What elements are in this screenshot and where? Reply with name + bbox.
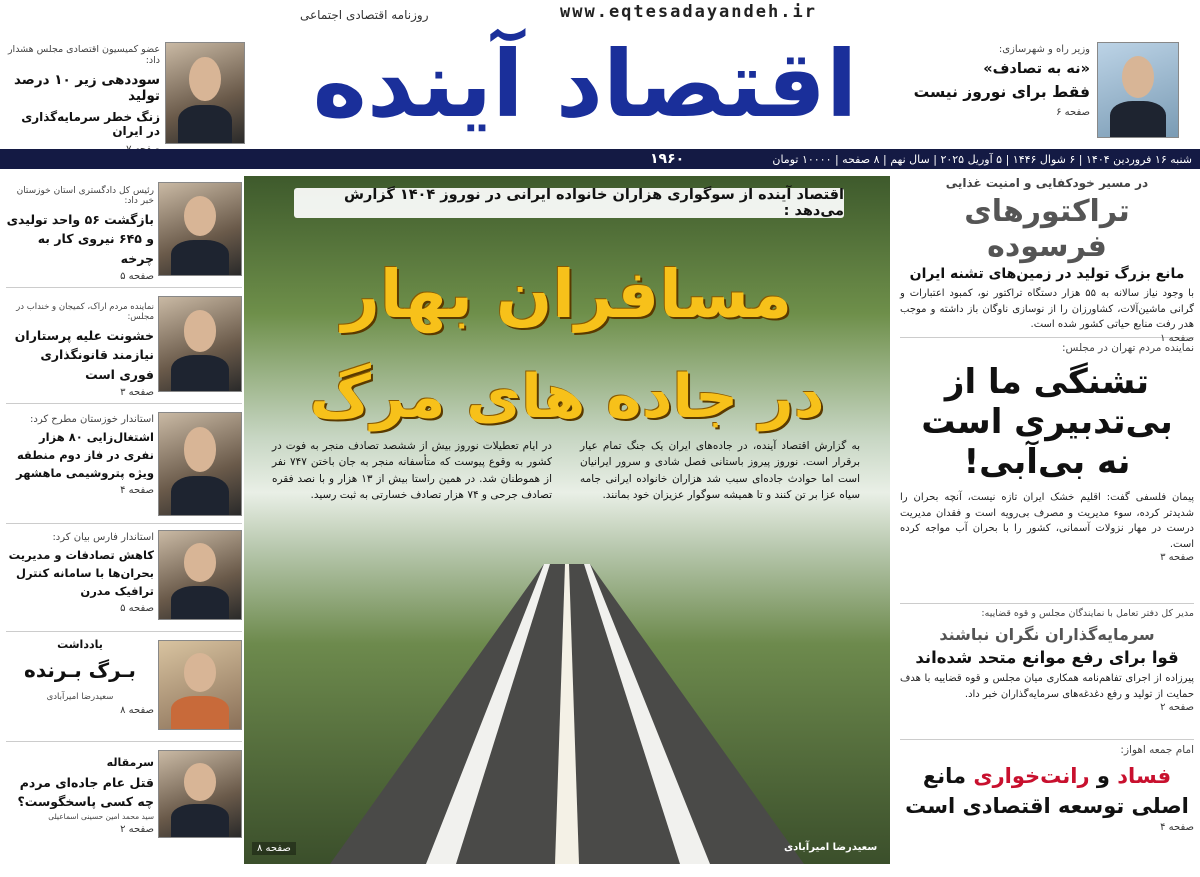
page-ref: صفحه ۴ [1160,822,1194,833]
headline-word: فساد [1117,764,1172,788]
story-headline: زنگ خطر سرمایه‌گذاری در ایران [21,110,160,138]
tagline: روزنامه اقتصادی اجتماعی [300,8,429,22]
left-column [0,172,242,872]
top-left-story[interactable] [0,40,250,144]
main-story[interactable] [244,176,890,864]
section-label: سرمقاله [106,756,154,769]
story-kicker: وزیر راه و شهرسازی: [998,44,1090,55]
right-column [896,172,1200,872]
story-headline: فقط برای نوروز نیست [913,83,1090,101]
story-headline: بازگشت ۵۶ واحد تولیدی و ۶۴۵ نیروی کار به چرخه [6,212,154,266]
editorial-story[interactable] [6,746,242,862]
portrait-photo [165,42,245,144]
left-story-3[interactable] [6,408,242,524]
portrait-photo [158,750,242,838]
story-kicker: استاندار خوزستان مطرح کرد: [30,414,154,425]
story-body: با وجود نیاز سالانه به ۵۵ هزار دستگاه تراکتور نو، کمبود اعتبارات و گرانی ماشین‌آلات، کشاورزان را از نوسازی ناوگان باز داشته و موجب هدر رفت منابع حیاتی کشور شده است. [900,288,1194,330]
story-kicker: رئیس کل دادگستری استان خوزستان خبر داد: [16,186,154,206]
portrait-photo [1097,42,1179,138]
story-body: پیرزاده از اجرای تفاهم‌نامه همکاری میان مجلس و قوه قضاییه با هدف حمایت از تولید و رفع دغدغه‌های سرمایه‌گذاران خبر داد. [900,673,1194,700]
story-headline: خشونت علیه پرستاران نیازمند قانونگذاری فوری است [14,328,154,382]
story-headline: قوا برای رفع موانع متحد شده‌اند [915,648,1179,667]
story-body: پیمان فلسفی گفت: اقلیم خشک ایران تازه نیست، آنچه بحران را شدیدتر کرده، سوء مدیریت و مصرف بی‌رویه است و فقدان مدیریت درست در مهار نزولات آسمانی، کشور را با بحران آب مواجه کرده است. [900,492,1194,550]
headline-word: رانت‌خواری [973,764,1090,788]
story-headline: تراکتورهای فرسوده [964,194,1130,264]
author-name: سید محمد امین حسینی اسماعیلی [48,811,154,821]
left-story-1[interactable] [6,176,242,288]
portrait-photo [158,640,242,730]
newspaper-logo: اقتصاد آینده [312,31,858,138]
main-story-strapline: اقتصاد آینده از سوگواری هزاران خانواده ایرانی در نوروز ۱۴۰۴ گزارش می‌دهد : [294,188,844,218]
portrait-photo [158,182,242,276]
story-headline: اصلی توسعه اقتصادی است [905,794,1189,818]
road-illustration [244,564,890,864]
page-ref: صفحه ۲ [120,823,154,835]
main-body-text: به گزارش اقتصاد آینده، در جاده‌های ایران یک جنگ تمام عیار برقرار است. نوروز پیروز باستانی فصل شادی و سرور ایرانیان است اما حوادث جاده‌ای سبب شد هزاران خانواده ایرانی جامه سیاه عزا بر تن کنند و تا همیشه سوگوار عزیزان خود بمانند. [580,440,860,501]
water-story[interactable] [900,342,1194,604]
story-kicker: استاندار فارس بیان کرد: [52,532,154,543]
page-ref: صفحه ۲ [1160,702,1194,713]
story-kicker: نماینده مردم تهران در مجلس: [1062,342,1194,354]
story-headline: سرمایه‌گذاران نگران نباشند [939,625,1155,644]
story-kicker: مدیر کل دفتر تعامل با نمایندگان مجلس و قوه قضاییه: [981,608,1194,619]
left-story-2[interactable] [6,292,242,404]
headline-word: و [1096,764,1110,788]
story-headline [900,764,1194,788]
portrait-photo [158,530,242,620]
page-ref: صفحه ۳ [120,387,154,399]
story-headline: سوددهی زیر ۱۰ درصد تولید [14,72,160,104]
page-ref: صفحه ۸ [252,842,296,855]
page-ref: صفحه ۳ [1160,552,1194,563]
portrait-photo [158,412,242,516]
story-headline: نه بی‌آبی! [963,442,1131,482]
story-kicker: عضو کمیسیون اقتصادی مجلس هشدار داد: [7,44,160,66]
page-ref: صفحه ۵ [120,271,154,283]
story-headline: تشنگی ما از [944,362,1150,402]
page-ref: صفحه ۱ [1160,332,1194,344]
story-headline: کاهش تصادفات و مدیریت بحران‌ها با سامانه کنترل ترافیک مدرن [8,548,154,598]
top-right-story[interactable] [900,40,1200,144]
section-label: یادداشت [57,638,103,651]
investors-story[interactable] [900,608,1194,740]
story-headline: بی‌تدبیری است [921,402,1173,442]
corruption-story[interactable] [900,744,1194,864]
story-kicker: امام جمعه اهواز: [1120,744,1194,756]
left-story-4[interactable] [6,528,242,632]
issue-number: ۱۹۶۰ [650,151,685,167]
note-story[interactable] [6,636,242,742]
main-headline: در جاده های مرگ [309,362,825,432]
page-ref: صفحه ۸ [120,705,154,716]
tractor-story[interactable] [900,176,1194,344]
page-ref: صفحه ۴ [120,485,154,497]
page-ref: صفحه ۶ [1056,107,1090,118]
issue-date: شنبه ۱۶ فروردین ۱۴۰۴ | ۶ شوال ۱۴۴۶ | ۵ آوریل ۲۰۲۵ | سال نهم | ۸ صفحه | ۱۰۰۰۰ تومان [772,152,1192,166]
note-headline: بـرگ بـرنده [24,658,136,682]
author-name: سعیدرضا امیرآبادی [46,692,114,702]
page-ref: صفحه ۵ [120,603,154,615]
editorial-headline: قتل عام جاده‌ای مردم چه کسی پاسخگوست؟ [17,775,154,810]
portrait-photo [158,296,242,392]
masthead [0,0,1200,148]
story-subhead: مانع بزرگ تولید در زمین‌های تشنه ایران [909,266,1185,282]
headline-word: مانع [922,764,967,788]
story-headline: «نه به تصادف» [983,61,1090,77]
site-url[interactable]: www.eqtesadayandeh.ir [560,2,817,22]
main-headline: مسافران بهار [341,256,793,333]
date-bar [0,149,1200,169]
story-headline: اشتغال‌زایی ۸۰ هزار نفری در فاز دوم منطقه ویژه پتروشیمی ماهشهر [16,430,154,480]
story-kicker: نماینده مردم اراک، کمیجان و خنداب در مجلس: [16,302,154,322]
story-kicker: در مسیر خودکفایی و امنیت غذایی [945,176,1149,190]
main-body-text: در ایام تعطیلات نوروز بیش از ششصد تصادف منجر به فوت در کشور به وقوع پیوست که متأسفانه منجر به جان باختن ۷۴۷ نفر از هموطنان شد. در همین راستا بیش از ۱۳ هزار و با نصد فقره تصادف جرحی و ۷۴ هزار تصادف خسارتی به ثبت رسید. [272,440,552,501]
author-name: سعیدرضا امیرآبادی [784,842,878,853]
